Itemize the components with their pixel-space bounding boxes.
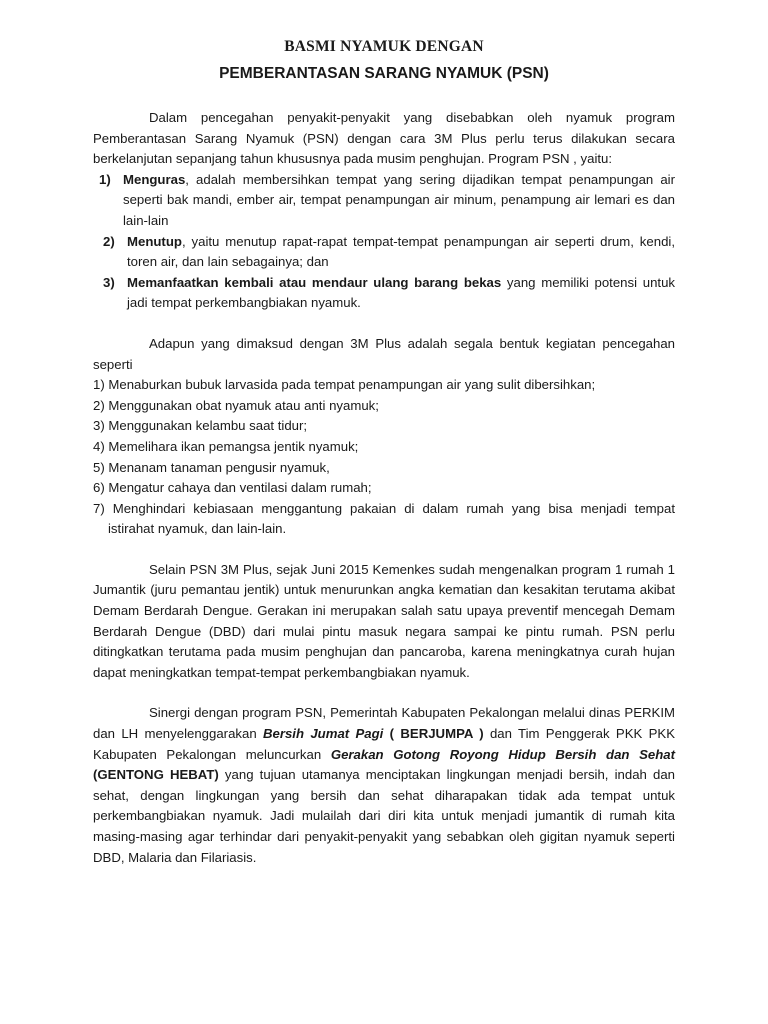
three-m-item	[93, 232, 675, 273]
list-item: 3) Menggunakan kelambu saat tidur;	[93, 418, 308, 434]
document-title-line2: PEMBERANTASAN SARANG NYAMUK (PSN)	[219, 65, 549, 82]
item-number: 2)	[103, 233, 115, 249]
list-item: 2) Menggunakan obat nyamuk atau anti nyamuk;	[93, 397, 379, 413]
gentong-hebat-acronym: (GENTONG HEBAT)	[93, 767, 219, 783]
item-term: Memanfaatkan kembali atau mendaur ulang barang bekas	[127, 274, 502, 290]
document-title-line1: BASMI NYAMUK DENGAN	[284, 38, 484, 55]
list-item: 4) Memelihara ikan pemangsa jentik nyamuk;	[93, 438, 359, 454]
item-number: 1)	[99, 171, 111, 187]
three-m-item	[93, 273, 675, 314]
list-item: 1) Menaburkan bubuk larvasida pada tempat penampungan air yang sulit dibersihkan;	[93, 377, 596, 393]
plus-list	[93, 375, 675, 540]
item-text: yang memiliki potensi untuk jadi tempat perkembangbiakan nyamuk.	[127, 274, 675, 311]
plus-intro-paragraph: Adapun yang dimaksud dengan 3M Plus adalah segala bentuk kegiatan pencegahan seperti	[93, 335, 675, 372]
list-item: 5) Menanam tanaman pengusir nyamuk,	[93, 459, 330, 475]
bersih-jumat-pagi-term: Bersih Jumat Pagi	[262, 726, 384, 742]
gerakan-term: Gerakan Gotong Royong Hidup Bersih dan Sehat	[330, 746, 675, 762]
item-text: , adalah membersihkan tempat yang sering dijadikan tempat penampungan air seperti bak mandi, ember air, tempat penampungan air minum, penampung air lemari es dan lain-lain	[123, 171, 675, 228]
list-item: 7) Menghindari kebiasaan menggantung pakaian di dalam rumah yang bisa menjadi tempat istirahat nyamuk, dan lain-lain.	[93, 500, 675, 537]
item-term: Menguras	[123, 171, 186, 187]
item-text: , yaitu menutup rapat-rapat tempat-tempat penampungan air seperti drum, kendi, toren air, dan lain sebagainya; dan	[127, 233, 675, 270]
sinergi-paragraph: Sinergi dengan program PSN, Pemerintah Kabupaten Pekalongan melalui dinas PERKIM dan LH menyelenggarakan Bersih Jumat Pagi ( BERJUMPA ) dan Tim Penggerak PKK PKK Kabupaten Pekalongan meluncurkan Gerakan Gotong Royong Hidup Bersih dan Sehat (GENTONG HEBAT) yang tujuan utamanya menciptakan lingkungan menjadi bersih, indah dan sehat, dengan lingkungan yang bersih dan sehat diharapakan tidak ada tempat untuk perkembangbiakan nyamuk. Jadi mulailah dari diri kita untuk menjadi jumantik di rumah kita masing-masing agar terhindar dari penyakit-penyakit yang sebabkan oleh gigitan nyamuk seperti DBD, Malaria dan Filariasis.	[93, 705, 676, 865]
jumantik-paragraph: Selain PSN 3M Plus, sejak Juni 2015 Kemenkes sudah mengenalkan program 1 rumah 1 Jumantik (juru pemantau jentik) untuk menurunkan angka kematian dan kesakitan terutama akibat Demam Berdarah Dengue. Gerakan ini merupakan salah satu upaya preventif mencegah Demam Berdarah Dengue (DBD) dari mulai pintu masuk negara sampai ke pintu rumah. PSN perlu ditingkatkan terutama pada musim penghujan dan pancaroba, karena meningkatnya curah hujan dapat meningkatkan tempat-tempat perkembangbiakan nyamuk.	[93, 561, 675, 680]
item-term: Menutup	[127, 233, 182, 249]
berjumpa-acronym: ( BERJUMPA )	[383, 726, 484, 742]
three-m-item	[93, 170, 675, 232]
intro-paragraph: Dalam pencegahan penyakit-penyakit yang disebabkan oleh nyamuk program Pemberantasan Sarang Nyamuk (PSN) dengan cara 3M Plus perlu terus dilakukan secara berkelanjutan sepanjang tahun khususnya pada musim penghujan. Program PSN , yaitu:	[93, 110, 675, 167]
item-number: 3)	[103, 274, 115, 290]
list-item: 6) Mengatur cahaya dan ventilasi dalam rumah;	[93, 480, 372, 496]
three-m-list	[93, 170, 675, 314]
